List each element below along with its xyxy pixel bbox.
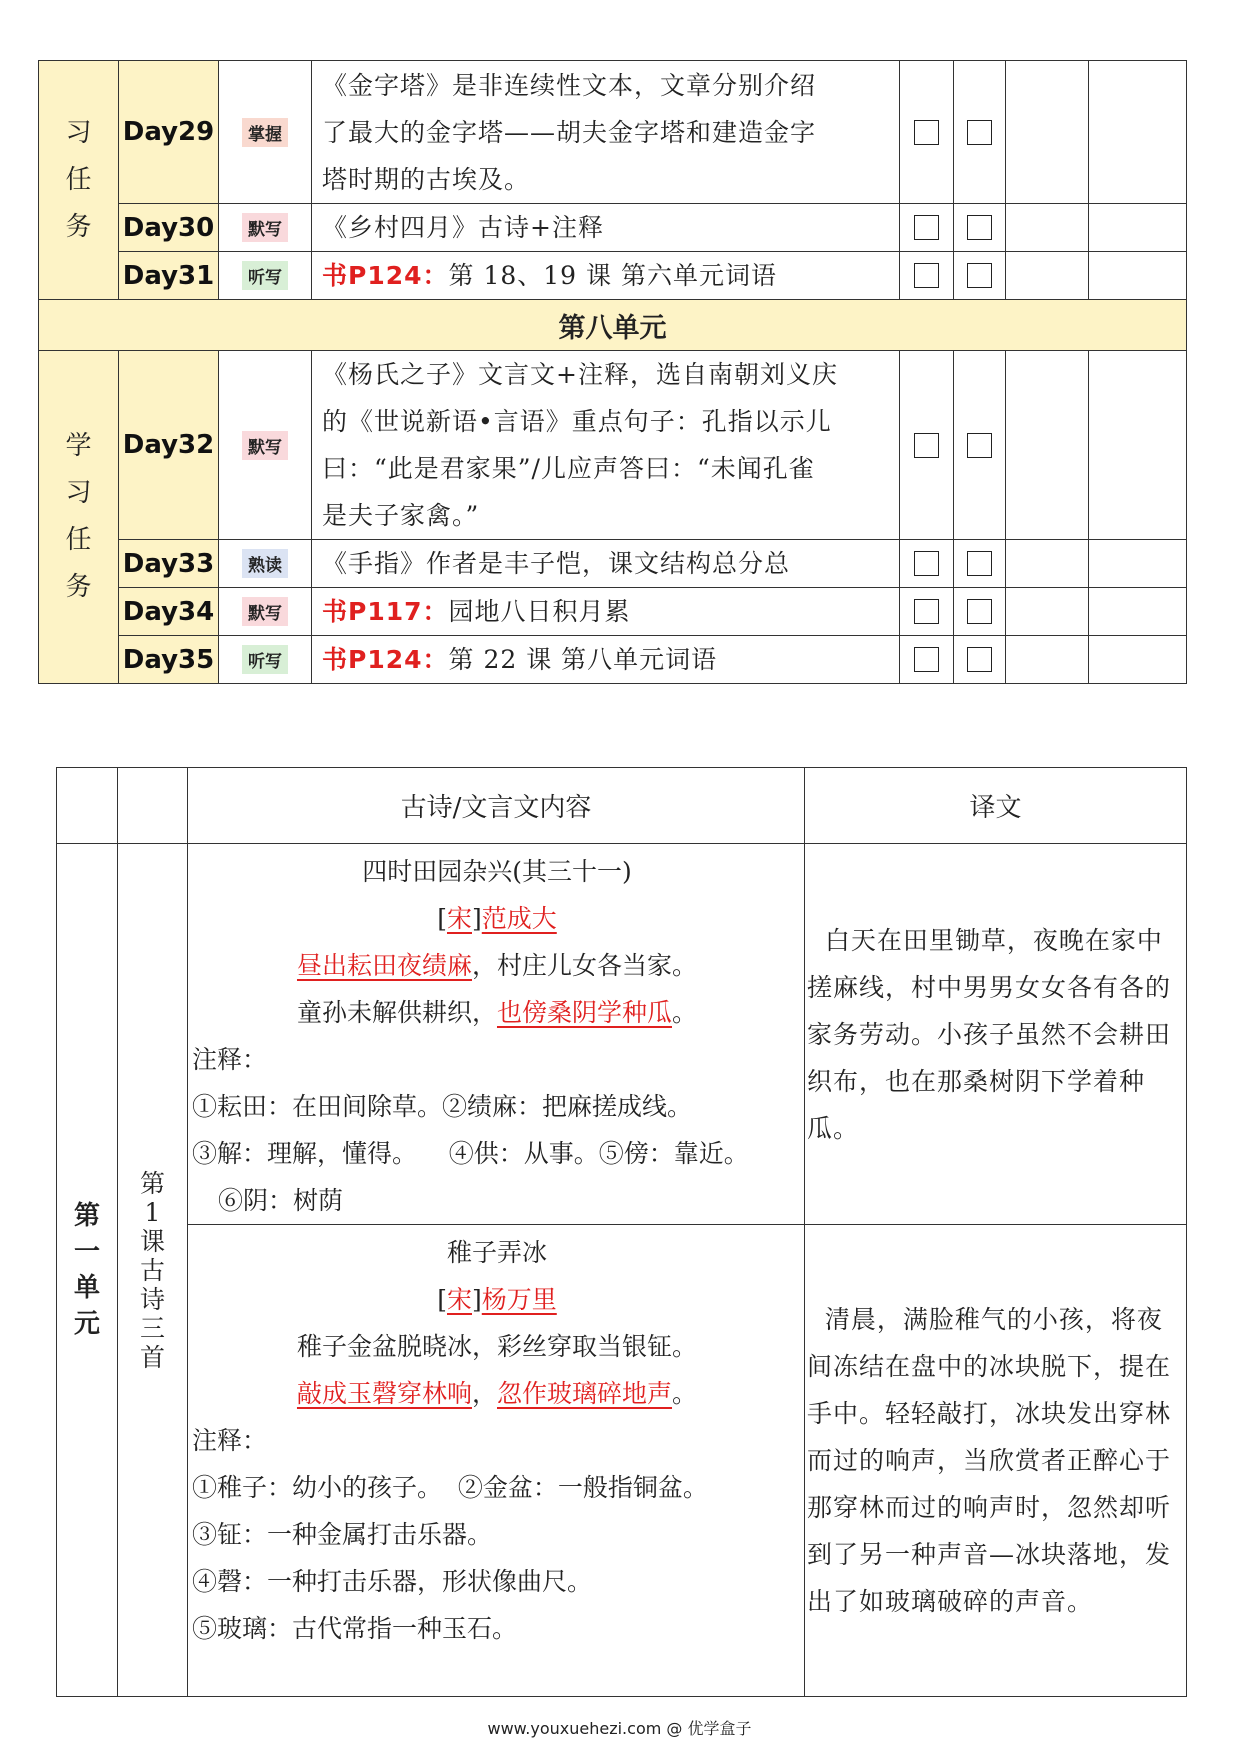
poem-row-1 — [57, 844, 1187, 1225]
checkbox[interactable] — [967, 433, 992, 458]
content-text: 第 22 课 第八单元词语 — [448, 645, 718, 674]
poem-content — [188, 1225, 805, 1697]
day-label: Day32 — [119, 351, 219, 540]
task-tag: 听写 — [242, 645, 288, 674]
translation: 白天在田里锄草，夜晚在家中搓麻线，村中男男女女各有各的家务劳动。小孩子虽然不会耕田织布，也在那桑树阴下学着种瓜。 — [805, 844, 1187, 1225]
poem-dynasty: 宋 — [446, 1285, 472, 1314]
schedule-row-day31 — [39, 252, 1187, 300]
poem-dynasty: 宋 — [446, 904, 472, 933]
poem-line — [190, 1370, 804, 1417]
task-content — [312, 636, 900, 684]
content-text: 园地八日积月累 — [448, 597, 631, 626]
unit-label-text: 第一单元 — [73, 1201, 100, 1339]
book-page-ref: 书P124： — [322, 261, 449, 290]
poem-author-name: 范成大 — [481, 904, 557, 933]
checkbox[interactable] — [914, 215, 939, 240]
task-tag: 默写 — [242, 431, 288, 460]
lesson-label — [118, 844, 188, 1697]
task-content: 《乡村四月》古诗+注释 — [312, 204, 900, 252]
key-sentence: 敲成玉磬穿林响 — [296, 1379, 472, 1408]
note-line: ④磬：一种打击乐器，形状像曲尺。 — [192, 1567, 593, 1596]
task-tag: 听写 — [242, 261, 288, 290]
schedule-row-day34 — [39, 588, 1187, 636]
section-label-text: 习任务 — [65, 117, 92, 242]
schedule-row-day35 — [39, 636, 1187, 684]
translation: 清晨，满脸稚气的小孩，将夜间冻结在盘中的冰块脱下，提在手中。轻轻敲打，冰块发出穿林而过的响声，当欣赏者正醉心于那穿林而过的响声时，忽然却听到了另一种声音—冰块落地，发出了如玻璃破碎的声音。 — [805, 1225, 1187, 1697]
header-translation: 译文 — [805, 768, 1187, 844]
checkbox[interactable] — [914, 599, 939, 624]
poem-line-text: 。 — [672, 998, 698, 1027]
schedule-row-day29 — [39, 61, 1187, 204]
blank-cell — [1006, 252, 1089, 300]
day-label: Day33 — [119, 540, 219, 588]
day-label: Day35 — [119, 636, 219, 684]
task-tag: 默写 — [242, 213, 288, 242]
blank-cell — [118, 768, 188, 844]
checkbox[interactable] — [967, 551, 992, 576]
poem-author-name: 杨万里 — [481, 1285, 557, 1314]
header-content: 古诗/文言文内容 — [188, 768, 805, 844]
poem-title: 四时田园杂兴(其三十一) — [362, 857, 632, 886]
section-label-text: 学习任务 — [65, 431, 92, 602]
schedule-row-day33 — [39, 540, 1187, 588]
blank-cell — [1089, 351, 1187, 540]
key-sentence: 昼出耘田夜绩麻 — [296, 951, 472, 980]
day-label: Day34 — [119, 588, 219, 636]
blank-cell — [1089, 204, 1187, 252]
task-content: 《手指》作者是丰子恺，课文结构总分总 — [312, 540, 900, 588]
blank-cell — [1006, 588, 1089, 636]
lesson-label-text: 第1课古诗三首 — [139, 1168, 165, 1372]
schedule-table — [38, 60, 1187, 684]
task-content — [312, 252, 900, 300]
unit-label — [57, 844, 118, 1697]
checkbox[interactable] — [967, 599, 992, 624]
note-line: ③解：理解，懂得。 ④供：从事。⑤傍：靠近。 — [192, 1139, 749, 1168]
content-text: 第 18、19 课 第六单元词语 — [448, 261, 777, 290]
blank-cell — [1089, 588, 1187, 636]
day-label: Day31 — [119, 252, 219, 300]
blank-cell — [1006, 540, 1089, 588]
content-line: 《金字塔》是非连续性文本，文章分别介绍 — [322, 70, 817, 100]
poem-line — [190, 942, 804, 989]
unit-band-row — [39, 300, 1187, 351]
task-tag: 掌握 — [242, 118, 288, 147]
poem-line — [190, 989, 804, 1036]
poem-title: 稚子弄冰 — [446, 1238, 547, 1267]
note-line: ⑤玻璃：古代常指一种玉石。 — [192, 1614, 518, 1643]
task-content — [312, 351, 900, 540]
key-sentence: 忽作玻璃碎地声 — [497, 1379, 673, 1408]
poem-line-text: ， — [471, 1379, 497, 1408]
day-label: Day30 — [119, 204, 219, 252]
note-line: ①耘田：在田间除草。②绩麻：把麻搓成线。 — [192, 1092, 693, 1121]
content-line: 的《世说新语•言语》重点句子：孔指以示儿 — [322, 407, 832, 436]
book-page-ref: 书P124： — [322, 645, 449, 674]
checkbox[interactable] — [914, 263, 939, 288]
content-line: 塔时期的古埃及。 — [322, 164, 531, 194]
blank-cell — [1089, 61, 1187, 204]
blank-cell — [57, 768, 118, 844]
poem-table-header — [57, 768, 1187, 844]
key-sentence: 也傍桑阴学种瓜 — [496, 998, 672, 1027]
blank-cell — [1089, 540, 1187, 588]
checkbox[interactable] — [914, 647, 939, 672]
poem-content — [188, 844, 805, 1225]
section-label-1 — [39, 61, 119, 300]
blank-cell — [1089, 636, 1187, 684]
poem-line-text: ，村庄儿女各当家。 — [472, 951, 698, 980]
content-line: 了最大的金字塔——胡夫金字塔和建造金字 — [322, 117, 817, 147]
note-line: ③钲：一种金属打击乐器。 — [192, 1520, 493, 1549]
day-label: Day29 — [119, 61, 219, 204]
task-content — [312, 588, 900, 636]
blank-cell — [1089, 252, 1187, 300]
content-line: 《杨氏之子》文言文+注释，选自南朝刘义庆 — [322, 360, 838, 389]
notes-label: 注释： — [192, 1045, 268, 1074]
task-tag: 熟读 — [242, 549, 288, 578]
section-label-2 — [39, 351, 119, 684]
schedule-row-day32 — [39, 351, 1187, 540]
poem-line-text: 童孙未解供耕织， — [296, 998, 497, 1027]
poem-line-text: 。 — [672, 1379, 698, 1408]
poem-author: [宋]杨万里 — [437, 1285, 557, 1314]
checkbox[interactable] — [914, 551, 939, 576]
note-line: ①稚子：幼小的孩子。 ②金盆：一般指铜盆。 — [192, 1473, 708, 1502]
unit-heading: 第八单元 — [39, 300, 1187, 351]
checkbox[interactable] — [914, 433, 939, 458]
content-line: 曰：“此是君家果”/儿应声答曰：“未闻孔雀 — [322, 454, 815, 483]
footer-watermark: www.youxuehezi.com @ 优学盒子 — [487, 1719, 752, 1738]
poem-table — [56, 767, 1187, 1697]
poem-author: [宋]范成大 — [437, 904, 557, 933]
blank-cell — [1006, 636, 1089, 684]
blank-cell — [1006, 61, 1089, 204]
checkbox[interactable] — [914, 120, 939, 145]
poem-row-2 — [57, 1225, 1187, 1697]
note-line: ⑥阴：树荫 — [210, 1186, 343, 1215]
task-content — [312, 61, 900, 204]
blank-cell — [1006, 351, 1089, 540]
checkbox[interactable] — [967, 215, 992, 240]
checkbox[interactable] — [967, 120, 992, 145]
book-page-ref: 书P117： — [322, 597, 449, 626]
poem-line: 稚子金盆脱晓冰，彩丝穿取当银钲。 — [296, 1332, 697, 1361]
content-line: 是夫子家禽。” — [322, 501, 480, 530]
task-tag: 默写 — [242, 597, 288, 626]
blank-cell — [1006, 204, 1089, 252]
schedule-row-day30 — [39, 204, 1187, 252]
notes-label: 注释： — [192, 1426, 268, 1455]
checkbox[interactable] — [967, 263, 992, 288]
checkbox[interactable] — [967, 647, 992, 672]
